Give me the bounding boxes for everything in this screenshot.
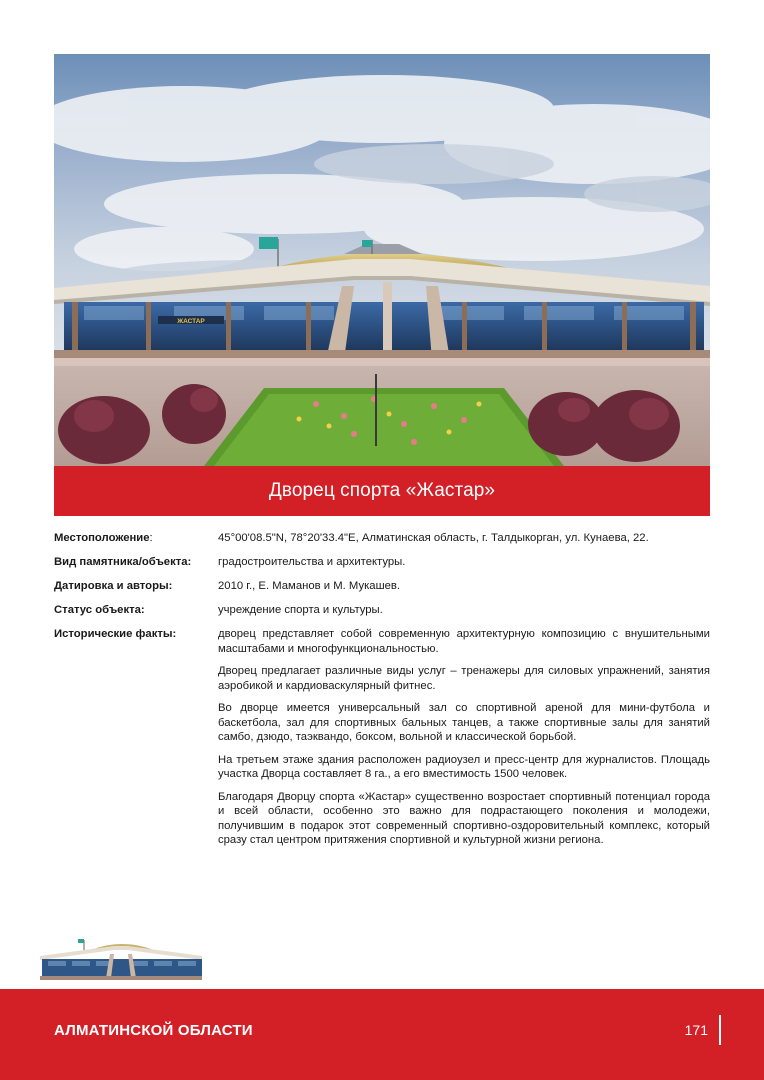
history-paragraph: Дворец предлагает различные виды услуг – тренажеры для силовых упражнений, занятия аэробикой и кардиоваскулярный фитнес. — [218, 665, 710, 692]
history-text — [218, 627, 710, 848]
field-value: градостроительства и архитектуры. — [218, 556, 406, 568]
field-label: Датировка и авторы: — [54, 580, 173, 592]
footer-band — [0, 989, 764, 1080]
history-paragraph: Благодаря Дворцу спорта «Жастар» существенно возростает спортивный потенциал города и всей области, особенно это важно для подрастающего поколения и молодежи, получившим в подарок этот современный спортивно-оздоровительный комплекс, который сразу стал центром притяжения спортивной и культурной жизни региона. — [218, 790, 710, 846]
field-label: Исторические факты: — [54, 628, 177, 640]
field-value: 2010 г., Е. Маманов и М. Мукашев. — [218, 580, 401, 592]
history-paragraph: дворец представляет собой современную архитектурную композицию с внушительными масштабами и многофункциональностью. — [218, 628, 710, 655]
hero-photo — [54, 54, 710, 466]
building-sign: ЖАСТАР — [177, 318, 205, 325]
history-paragraph: На третьем этаже здания расположен радиоузел и пресс-центр для журналистов. Площадь участка Дворца составляет 8 га., а его вместимость 1500 человек. — [218, 753, 710, 780]
field-label-colon: : — [149, 532, 153, 544]
field-value: 45°00'08.5"N, 78°20'33.4"E, Алматинская область, г. Талдыкорган, ул. Кунаева, 22. — [218, 532, 649, 544]
field-status — [54, 603, 710, 618]
title-bar — [54, 466, 710, 516]
field-location — [54, 531, 710, 546]
info-table — [54, 531, 710, 857]
page-number: 171 — [684, 1022, 708, 1038]
page-number-divider — [719, 1015, 721, 1045]
history-paragraph: Во дворце имеется универсальный зал со спортивной ареной для мини-футбола и баскетбола, зал для спортивных бальных танцев, а также спортивные залы для занятий самбо, дзюдо, таэквандо, боксом, вольной и классической борьбой. — [218, 702, 710, 743]
footer-building-thumbnail — [36, 926, 206, 986]
field-label: Статус объекта: — [54, 604, 145, 616]
field-value: учреждение спорта и культуры. — [218, 604, 383, 616]
field-object-type — [54, 555, 710, 570]
footer-region-title: АЛМАТИНСКОЙ ОБЛАСТИ — [54, 1022, 253, 1039]
field-history — [54, 627, 710, 848]
field-label: Вид памятника/объекта: — [54, 556, 192, 568]
field-label: Местоположение — [54, 532, 150, 544]
field-dating-authors — [54, 579, 710, 594]
page-title: Дворец спорта «Жастар» — [268, 480, 496, 501]
